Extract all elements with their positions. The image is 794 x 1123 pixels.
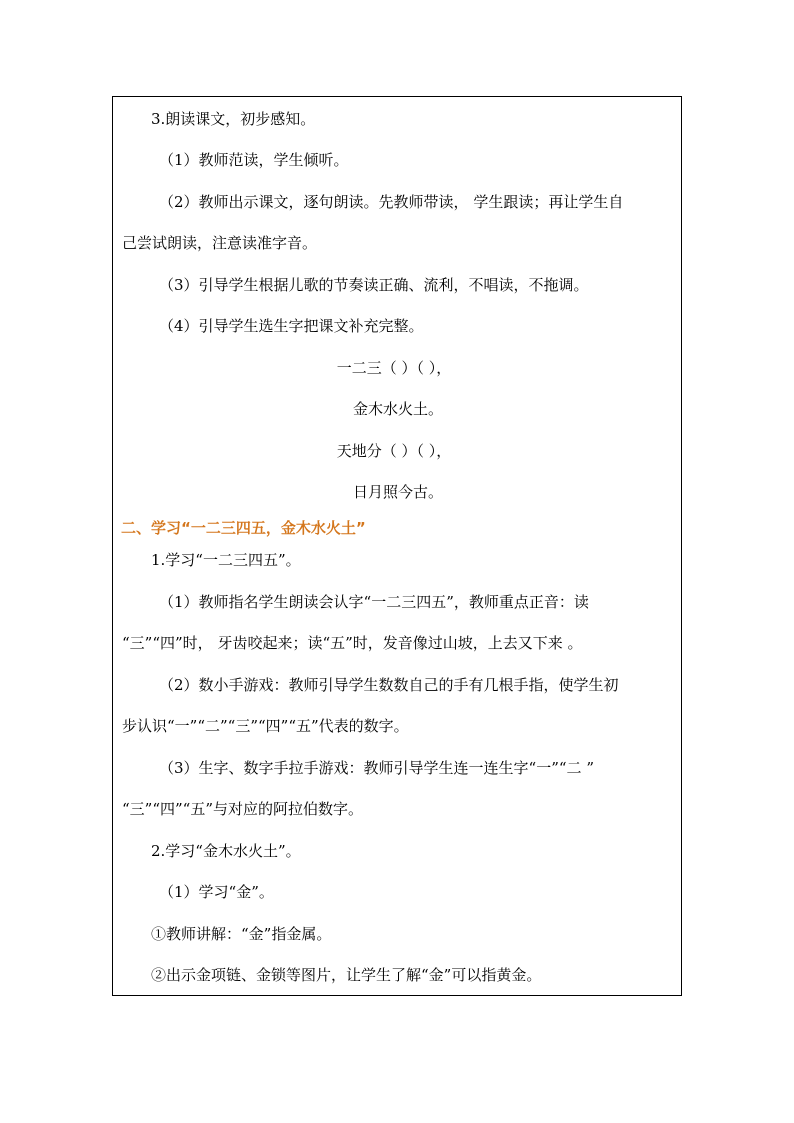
poem-line-4: 日月照今古。 — [352, 483, 443, 501]
paragraph-10: ②出示金项链、金锁等图片，让学生了解“金”可以指黄金。 — [151, 966, 542, 984]
paragraph-6-line-1: （2）数小手游戏：教师引导学生数数自己的手有几根手指，使学生初 — [159, 676, 619, 694]
step-1-heading: 1.学习“一二三四五”。 — [151, 551, 301, 569]
paragraph-5-line-2: “三”“四”时， 牙齿咬起来；读“五”时，发音像过山坡，上去又下来 。 — [122, 634, 583, 652]
paragraph-6-line-2: 步认识“一”“二”“三”“四”“五”代表的数字。 — [122, 717, 409, 735]
paragraph-9: ①教师讲解：“金”指金属。 — [151, 925, 332, 943]
content-table-cell — [112, 96, 682, 996]
paragraph-4: （4）引导学生选生字把课文补充完整。 — [159, 317, 424, 335]
paragraph-2-line-1: （2）教师出示课文，逐句朗读。先教师带读， 学生跟读；再让学生自 — [159, 193, 624, 211]
step-2-heading: 2.学习“金木水火土”。 — [151, 842, 301, 860]
paragraph-2-line-2: 己尝试朗读，注意读准字音。 — [122, 234, 318, 252]
poem-line-1: 一二三（ ）（ ）， — [336, 359, 452, 377]
paragraph-7-line-1: （3）生字、数字手拉手游戏：教师引导学生连一连生字“一”“二 ” — [159, 759, 594, 777]
paragraph-5-line-1: （1）教师指名学生朗读会认字“一二三四五”，教师重点正音：读 — [159, 593, 589, 611]
poem-line-3: 天地分（ ）（ ）， — [336, 442, 452, 460]
paragraph-8: （1）学习“金”。 — [159, 883, 274, 901]
paragraph-7-line-2: “三”“四”“五”与对应的阿拉伯数字。 — [122, 800, 364, 818]
paragraph-1: （1）教师范读，学生倾听。 — [159, 151, 349, 169]
section-2-heading: 二、学习“一二三四五，金木水火土” — [121, 519, 366, 537]
paragraph-3: （3）引导学生根据儿歌的节奏读正确、流利，不唱读，不拖调。 — [159, 276, 589, 294]
step-3-heading: 3.朗读课文，初步感知。 — [151, 110, 316, 128]
poem-line-2: 金木水火土。 — [352, 400, 443, 418]
